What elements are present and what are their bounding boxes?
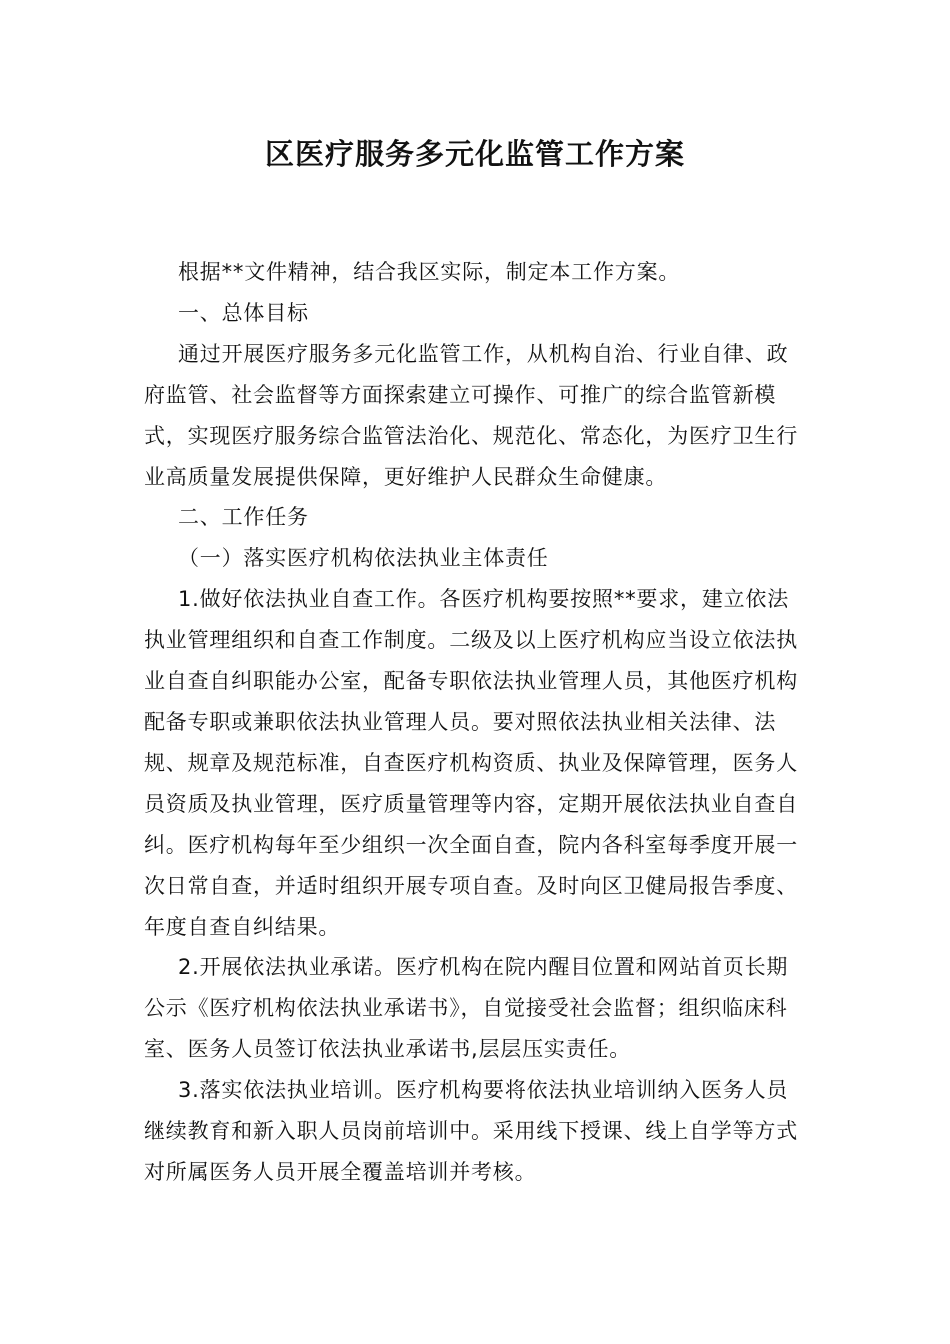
heading-overall-goal: 一、总体目标 — [178, 300, 309, 325]
subheading-task-1: （一）落实医疗机构依法执业主体责任 — [178, 546, 549, 571]
document-body — [144, 252, 809, 1193]
heading-tasks: 二、工作任务 — [178, 505, 309, 530]
paragraph-goal: 通过开展医疗服务多元化监管工作，从机构自治、行业自律、政府监管、社会监督等方面探索建立可操作、可推广的综合监管新模式，实现医疗服务综合监管法治化、规范化、常态化，为医疗卫生行业高质量发展提供保障，更好维护人民群众生命健康。 — [144, 341, 798, 489]
paragraph-item-1: 1.做好依法执业自查工作。各医疗机构要按照**要求，建立依法执业管理组织和自查工作制度。二级及以上医疗机构应当设立依法执业自查自纠职能办公室，配备专职依法执业管理人员，其他医疗机构配备专职或兼职依法执业管理人员。要对照依法执业相关法律、法规、规章及规范标准，自查医疗机构资质、执业及保障管理，医务人员资质及执业管理，医疗质量管理等内容，定期开展依法执业自查自纠。医疗机构每年至少组织一次全面自查，院内各科室每季度开展一次日常自查，并适时组织开展专项自查。及时向区卫健局报告季度、年度自查自纠结果。 — [144, 587, 798, 939]
document-title: 区医疗服务多元化监管工作方案 — [264, 137, 685, 171]
paragraph-item-2: 2.开展依法执业承诺。医疗机构在院内醒目位置和网站首页长期公示《医疗机构依法执业承诺书》，自觉接受社会监督；组织临床科室、医务人员签订依法执业承诺书,层层压实责任。 — [144, 955, 789, 1062]
paragraph-intro: 根据**文件精神，结合我区实际，制定本工作方案。 — [178, 260, 681, 284]
paragraph-item-3: 3.落实依法执业培训。医疗机构要将依法执业培训纳入医务人员继续教育和新入职人员岗前培训中。采用线下授课、线上自学等方式对所属医务人员开展全覆盖培训并考核。 — [144, 1078, 798, 1184]
